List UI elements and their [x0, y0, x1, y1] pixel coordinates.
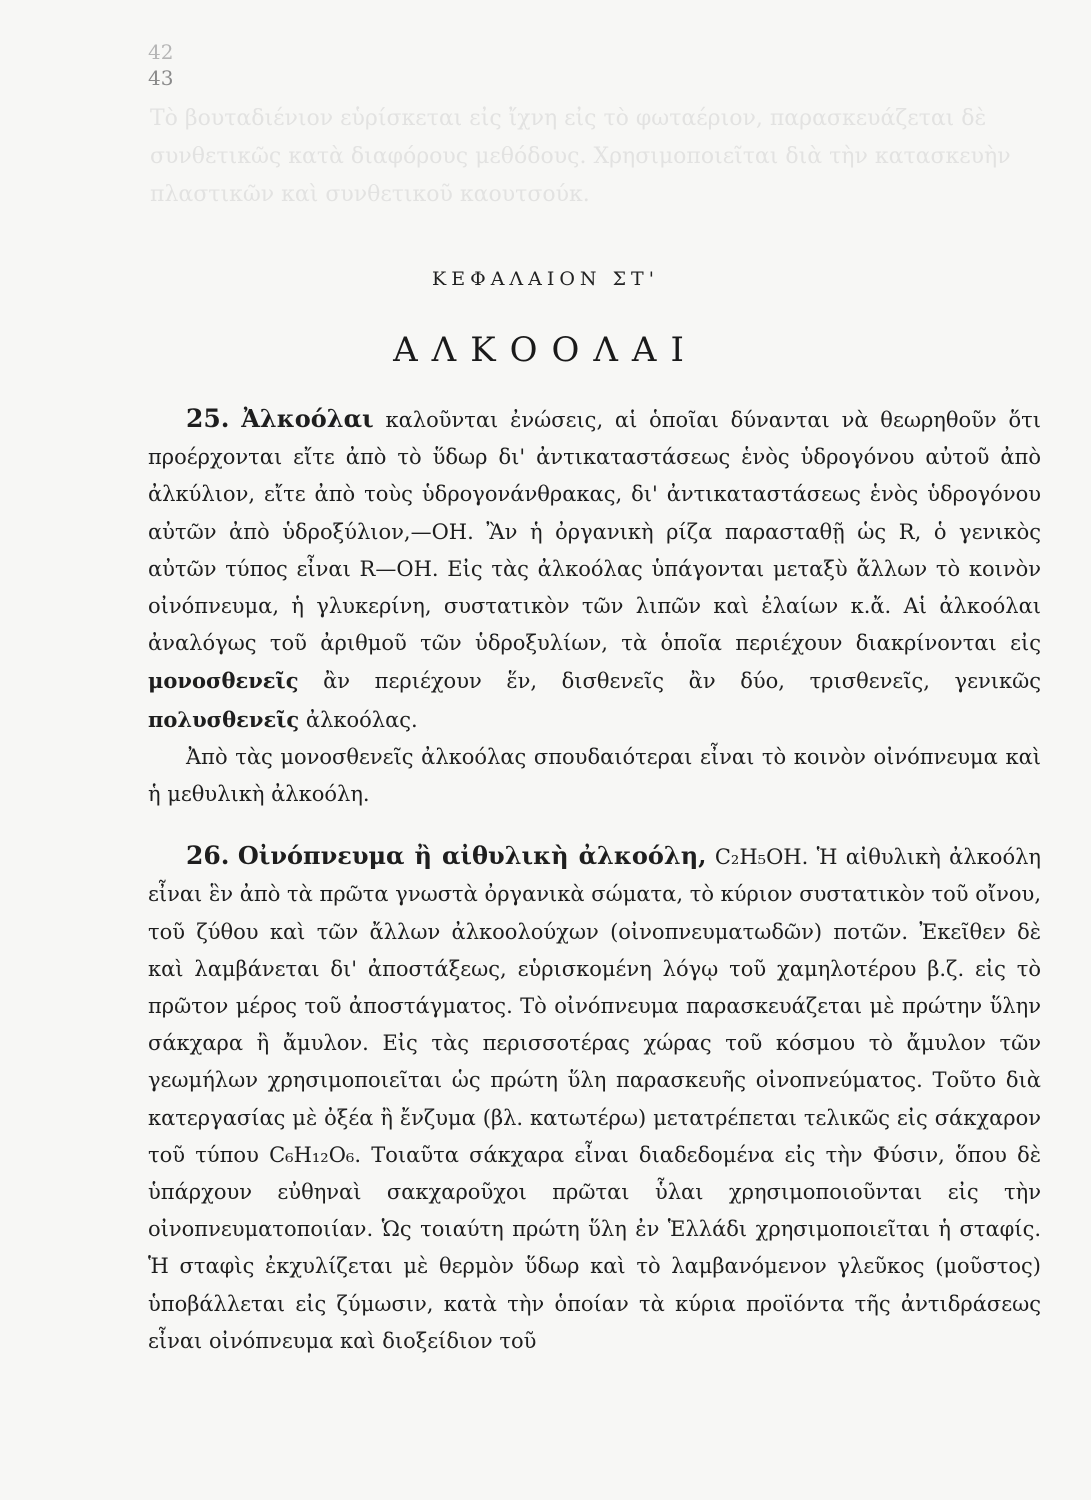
formula-glucose: C₆H₁₂O₆	[269, 1142, 355, 1167]
page-number-42: 42	[148, 40, 174, 64]
term-monosthenis: μονοσθενεῖς	[148, 668, 299, 694]
section-26-number: 26.	[186, 841, 230, 871]
formula-ethanol: C₂H₅OH.	[714, 845, 809, 870]
section-26-text-2: . Τοιαῦτα σάκχαρα εἶναι διαδεδομένα εἰς τὴν Φύσιν, ὅπου δὲ ὑπάρχουν εὐθηναὶ σακχαροῦχοι πρῶται ὗλαι χρησιμοποιοῦνται εἰς τὴν οἰνοπνευματοποιίαν. Ὡς τοιαύτη πρώτη ὕλη ἐν Ἑλλάδι χρησιμοποιεῖται ἡ σταφίς. Ἡ σταφὶς ἐκχυλίζεται μὲ θερμὸν ὕδωρ καὶ τὸ λαμβανόμενον γλεῦκος (μοῦστος) ὑποβάλλεται εἰς ζύμωσιν, κατὰ τὴν ὁποίαν τὰ κύρια προϊόντα τῆς ἀντιδράσεως εἶναι οἰνόπνευμα καὶ διοξείδιον τοῦ	[148, 1142, 1041, 1353]
section-26-term: Οἰνόπνευμα ἢ αἰθυλικὴ ἀλκοόλη,	[237, 841, 707, 871]
page-number-43: 43	[148, 66, 174, 90]
section-25-text-1: καλοῦνται ἐνώσεις, αἱ ὁποῖαι δύνανται νὰ θεωρηθοῦν ὅτι προέρχονται εἴτε ἀπὸ τὸ ὕδωρ δι' ἀντικαταστάσεως ἑνὸς ὑδρογόνου αὐτοῦ ἀπὸ ἀλκύλιον, εἴτε ἀπὸ τοὺς ὑδρογονάνθρακας, δι' ἀντικαταστάσεως ἑνὸς ὑδρογόνου αὐτῶν ἀπὸ ὑδροξύλιον,—OH. Ἂν ἡ ὀργανικὴ ρίζα παρασταθῇ ὡς R, ὁ γενικὸς αὐτῶν τύπος εἶναι R—OH. Εἰς τὰς ἀλκοόλας ὑπάγονται μεταξὺ ἄλλων τὸ κοινὸν οἰνόπνευμα, ἡ γλυκερίνη, συστατικὸν τῶν λιπῶν καὶ ἐλαίων κ.ἄ. Αἱ ἀλκοόλαι ἀναλόγως τοῦ ἀριθμοῦ τῶν ὑδροξυλίων, τὰ ὁποῖα περιέχουν διακρίνονται εἰς	[148, 408, 1041, 656]
section-25-paragraph	[148, 400, 1041, 739]
section-25-number: 25.	[186, 404, 230, 433]
term-polysthenis: πολυσθενεῖς	[148, 706, 300, 732]
section-25-text-2: ἂν περιέχουν ἕν, δισθενεῖς ἂν δύο, τρισθενεῖς, γενικῶς	[298, 669, 1041, 694]
section-25-term: Ἀλκοόλαι	[241, 404, 374, 433]
body-text	[148, 400, 1041, 1360]
chapter-title: ΑΛΚΟΟΛΑΙ	[393, 330, 698, 370]
section-26-paragraph	[148, 837, 1041, 1360]
section-25-paragraph-2: Ἀπὸ τὰς μονοσθενεῖς ἀλκοόλας σπουδαιότεραι εἶναι τὸ κοινὸν οἰνόπνευμα καὶ ἡ μεθυλικὴ ἀλκοόλη.	[148, 744, 1041, 807]
section-25-text-3: ἀλκοόλας.	[299, 707, 418, 732]
section-26-text-1: Ἡ αἰθυλικὴ ἀλκοόλη εἶναι ἓν ἀπὸ τὰ πρῶτα γνωστὰ ὀργανικὰ σώματα, τὸ κύριον συστατικὸν τοῦ οἴνου, τοῦ ζύθου καὶ τῶν ἄλλων ἀλκοολούχων (οἰνοπνευματωδῶν) ποτῶν. Ἐκεῖθεν δὲ καὶ λαμβάνεται δι' ἀποστάξεως, εὑρισκομένη λόγῳ τοῦ χαμηλοτέρου β.ζ. εἰς τὸ πρῶτον μέρος τοῦ ἀποστάγματος. Τὸ οἰνόπνευμα παρασκευάζεται μὲ πρώτην ὕλην σάκχαρα ἢ ἄμυλον. Εἰς τὰς περισσοτέρας χώρας τοῦ κόσμου τὸ ἄμυλον τῶν γεωμήλων χρησιμοποιεῖται ὡς πρώτη ὕλη παρασκευῆς οἰνοπνεύματος. Τοῦτο διὰ κατεργασίας μὲ ὀξέα ἢ ἔνζυμα (βλ. κατωτέρω) μετατρέπεται τελικῶς εἰς σάκχαρον τοῦ τύπου	[148, 845, 1041, 1167]
bleed-through-text: Τὸ βουταδιένιον εὑρίσκεται εἰς ἴχνη εἰς τὸ φωταέριον, παρασκευάζεται δὲ συνθετικῶς κατὰ διαφόρους μεθόδους. Χρησιμοποιεῖται διὰ τὴν κατασκευὴν πλαστικῶν καὶ συνθετικοῦ καουτσούκ.	[150, 106, 1011, 207]
chapter-label: ΚΕΦΑΛΑΙΟΝ ΣΤ'	[432, 268, 659, 290]
